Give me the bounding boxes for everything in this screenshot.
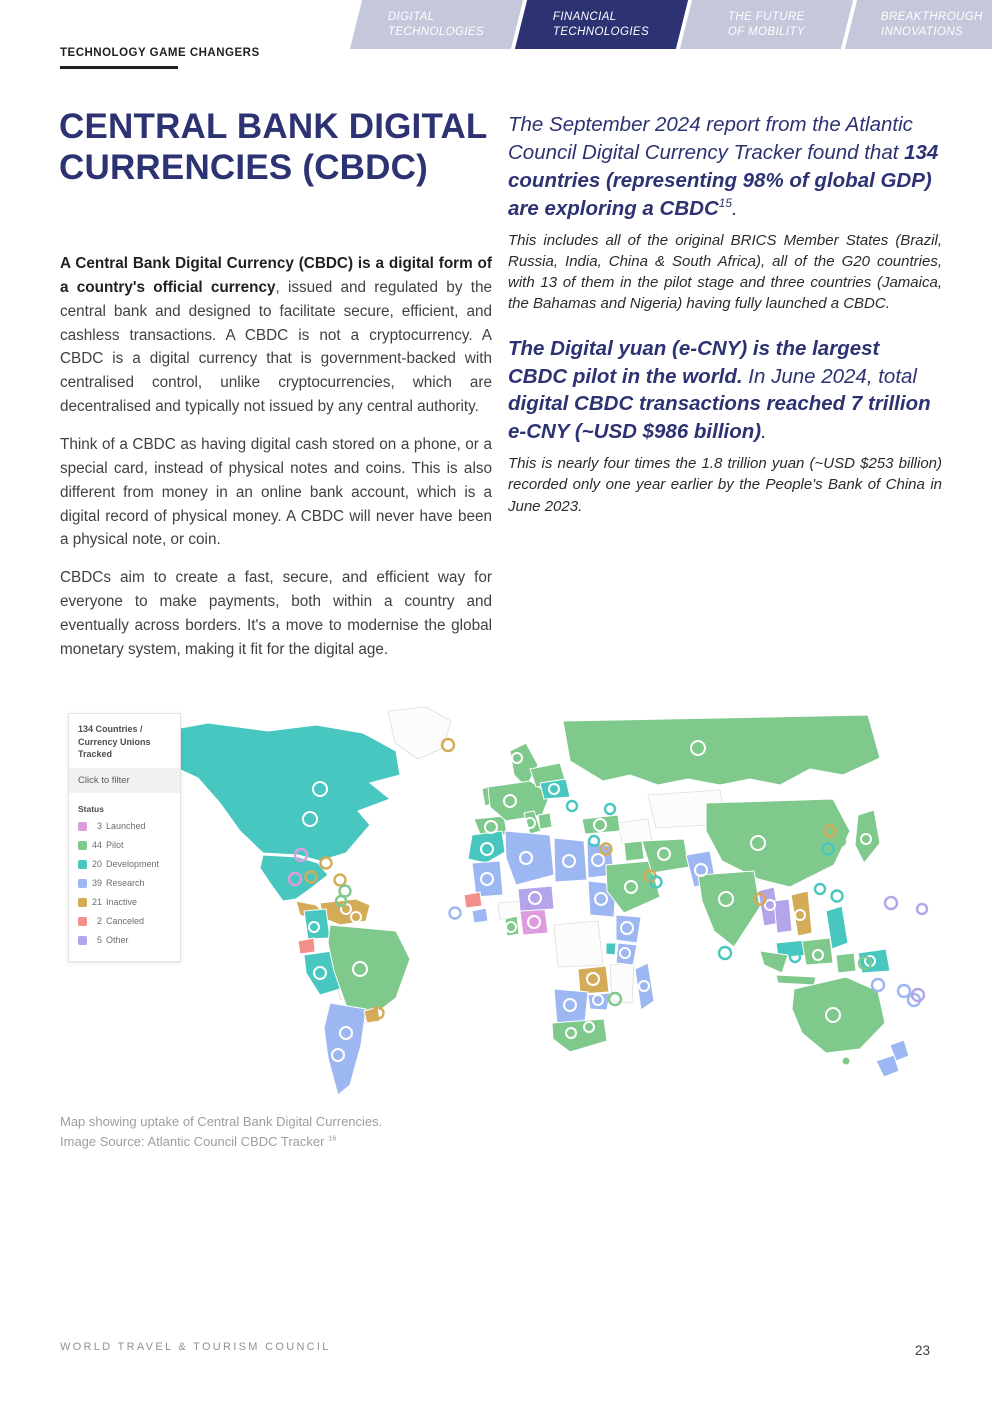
legend-status-heading: Status [78,803,104,814]
legend-item-development: 20 Development [78,855,171,874]
caption-line1: Map showing uptake of Central Bank Digital Currencies. [60,1114,383,1129]
map-legend-panel [68,713,181,962]
development-swatch [78,860,87,869]
tab-financial-technologies[interactable] [515,0,688,49]
pilot-swatch [78,841,87,850]
canceled-swatch [78,917,87,926]
legend-item-launched: 3 Launched [78,817,171,836]
legend-title: 134 Countries / Currency Unions Tracked [78,724,151,760]
tab-digital-technologies[interactable] [350,0,523,49]
paragraph-analogy: Think of a CBDC as having digital cash stored on a phone, or a special card, instead of physical notes and coins. This is also different from money in an online bank account, which is a digital record of physical money. A CBDC will never have been a physical note, or coin. [60,436,492,549]
section-eyebrow: TECHNOLOGY GAME CHANGERS [60,47,260,59]
map-caption [60,1112,382,1152]
paragraph-definition: A Central Bank Digital Currency (CBDC) is a digital form of a country's official currency, issued and regulated by the central bank and designed to facilitate secure, efficient, and cashless transactions. A CBDC is not a cryptocurrency. A CBDC is a digital currency that is government-backed with centralised control, unlike cryptocurrencies, which are decentralised and typically not issued by any central authority. [60,255,492,416]
definition-bold-lead: A Central Bank Digital Currency (CBDC) is a digital form of a country's official currency [60,255,492,296]
launched-swatch [78,822,87,831]
marker-dot [604,847,607,850]
eyebrow-underline [60,66,178,69]
cbdc-world-map [58,703,936,1107]
page-number: 23 [915,1343,931,1358]
legend-item-canceled: 2 Canceled [78,912,171,931]
click-to-filter: Click to filter [69,768,180,793]
pullquote-atlantic-council: The September 2024 report from the Atlantic Council Digital Currency Tracker found that 134 countries (representing 98% of global GDP) are exploring a CBDC$^{15}$. [508,113,939,220]
tab-future-of-mobility[interactable] [680,0,853,49]
paragraph-pboc: This is nearly four times the 1.8 trillion yuan (~USD $253 billion) recorded only one year earlier by the People's Bank of China in June 2023. [508,455,942,515]
tab-label: DIGITAL TECHNOLOGIES [388,10,485,38]
legend-item-other: 5 Other [78,931,171,950]
body-left-column [60,252,492,662]
world-map-svg [58,703,936,1107]
header-tab-bar [352,0,992,49]
footnote-ref-15: 15 [718,195,732,210]
tab-breakthrough-innovations[interactable] [845,0,992,49]
legend-item-pilot: 44 Pilot [78,836,171,855]
paragraph-goal: CBDCs aim to create a fast, secure, and efficient way for everyone to make payments, both within a country and eventually across borders. It's a move to modernise the global monetary system, making it fit for the digital age. [60,569,492,658]
legend-item-research: 39 Research [78,874,171,893]
pullquote-digital-yuan: The Digital yuan (e-CNY) is the largest CBDC pilot in the world. In June 2024, total digital CBDC transactions reached 7 trillion e-CNY (~USD $986 billion). [508,336,931,444]
caption-line2: Image Source: Atlantic Council CBDC Tracker $^{16}$ [60,1133,337,1150]
other-swatch [78,936,87,945]
tab-label: BREAKTHROUGH INNOVATIONS [880,10,983,38]
body-right-column [508,111,942,517]
legend-list [69,817,180,961]
page-title: CENTRAL BANK DIGITAL CURRENCIES (CBDC) [59,107,487,187]
tracked-countries [146,715,909,1095]
tab-label: FINANCIAL TECHNOLOGIES [553,10,650,38]
footnote-ref-16: 16 [328,1133,337,1143]
legend-item-inactive: 21 Inactive [78,893,171,912]
inactive-swatch [78,898,87,907]
research-swatch [78,879,87,888]
tab-label: THE FUTURE OF MOBILITY [727,10,806,38]
paragraph-brics: This includes all of the original BRICS Member States (Brazil, Russia, India, China & South Africa), all of the G20 countries, with 13 of them in the pilot stage and three countries (Jamaica, the Bahamas and Nigeria) having fully launched a CBDC. [508,231,942,313]
footer-organisation: WORLD TRAVEL & TOURISM COUNCIL [60,1341,331,1353]
